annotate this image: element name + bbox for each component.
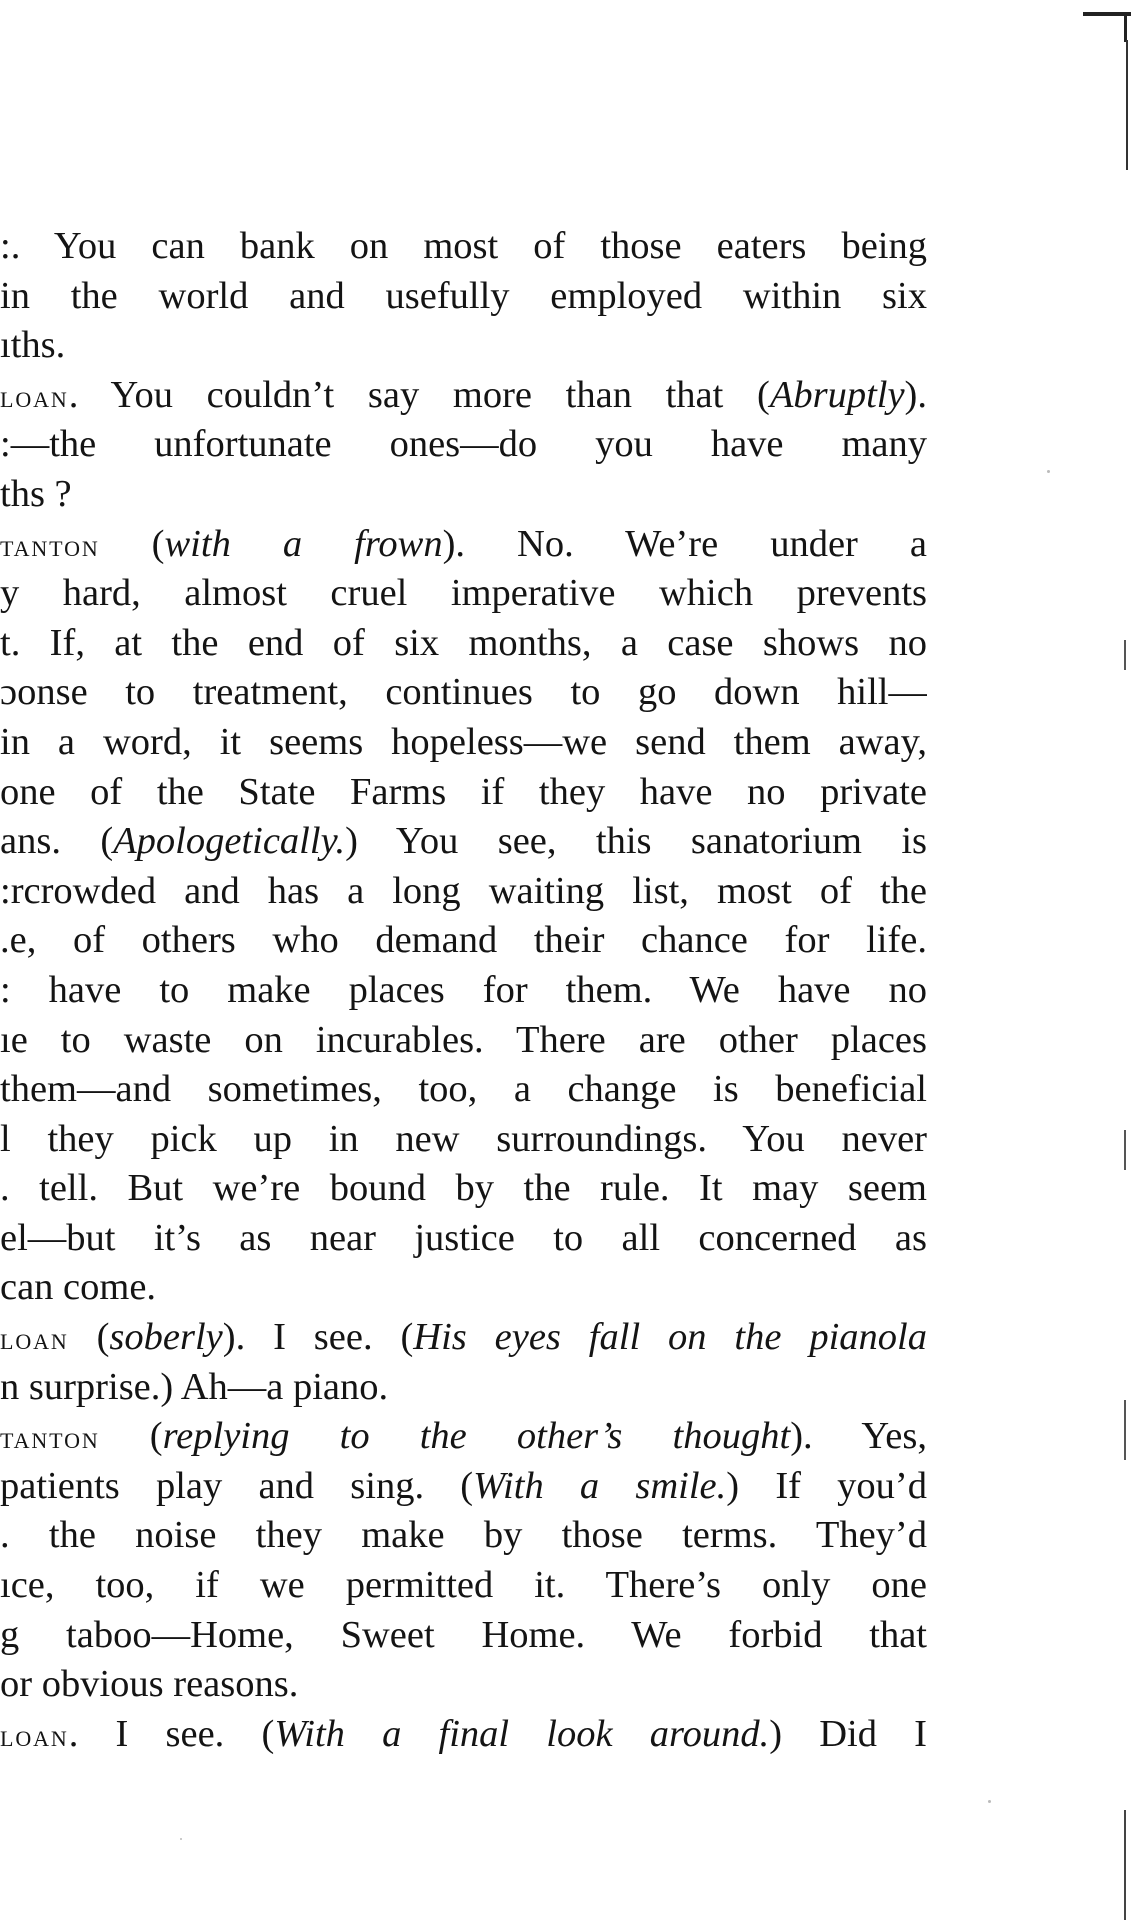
scan-speck <box>1047 470 1050 473</box>
text-line: loan. I see. (With a final look around.) Did I <box>0 1712 927 1755</box>
text-line: ıe to waste on incurables. There are other places <box>0 1018 927 1061</box>
page-edge-line-bottom <box>1124 1810 1126 1920</box>
text-line: ths ? <box>0 472 72 515</box>
text-line: tanton (replying to the other’s thought). Yes, <box>0 1415 927 1458</box>
page-edge-line-mid <box>1124 640 1126 670</box>
text-line: them—and sometimes, too, a change is beneficial <box>0 1068 927 1111</box>
page-text <box>0 222 927 1759</box>
text-line: ıths. <box>0 324 66 367</box>
text-line: ıce, too, if we permitted it. There’s only one <box>0 1564 927 1607</box>
text-line: can come. <box>0 1266 157 1309</box>
text-line: y hard, almost cruel imperative which prevents <box>0 572 927 615</box>
text-line: tanton (with a frown). No. We’re under a <box>0 522 927 565</box>
page-edge-corner-stem <box>1124 12 1127 42</box>
text-line: :. You can bank on most of those eaters being <box>0 225 927 267</box>
page-edge-line-low <box>1124 1400 1126 1460</box>
text-line: ɔonse to treatment, continues to go down hill— <box>0 671 927 714</box>
text-line: loan. You couldn’t say more than that (Abruptly). <box>0 373 927 416</box>
text-line: loan (soberly). I see. (His eyes fall on the pianola <box>0 1316 927 1359</box>
text-line: el—but it’s as near justice to all concerned as <box>0 1216 927 1259</box>
text-line: one of the State Farms if they have no private <box>0 770 927 813</box>
text-line: .e, of others who demand their chance for life. <box>0 919 927 962</box>
text-line: . the noise they make by those terms. They’d <box>0 1514 927 1557</box>
text-line: in the world and usefully employed within six <box>0 274 927 317</box>
text-line: :rcrowded and has a long waiting list, most of the <box>0 869 927 912</box>
text-line: n surprise.) Ah—a piano. <box>0 1365 389 1408</box>
page-edge-line-top <box>1126 40 1128 170</box>
text-line: or obvious reasons. <box>0 1663 299 1706</box>
text-line: :—the unfortunate ones—do you have many <box>0 423 927 466</box>
text-line: . tell. But we’re bound by the rule. It may seem <box>0 1167 927 1210</box>
text-line: t. If, at the end of six months, a case shows no <box>0 621 927 664</box>
text-line: ans. (Apologetically.) You see, this sanatorium is <box>0 820 927 863</box>
text-line: patients play and sing. (With a smile.) If you’d <box>0 1464 927 1507</box>
text-line: in a word, it seems hopeless—we send them away, <box>0 720 927 763</box>
text-line: : have to make places for them. We have no <box>0 968 927 1011</box>
text-line: l they pick up in new surroundings. You never <box>0 1117 927 1160</box>
scan-speck <box>180 1838 182 1840</box>
page-edge-line-mid2 <box>1124 1130 1126 1170</box>
scan-speck <box>988 1800 991 1803</box>
text-line: g taboo—Home, Sweet Home. We forbid that <box>0 1613 927 1656</box>
